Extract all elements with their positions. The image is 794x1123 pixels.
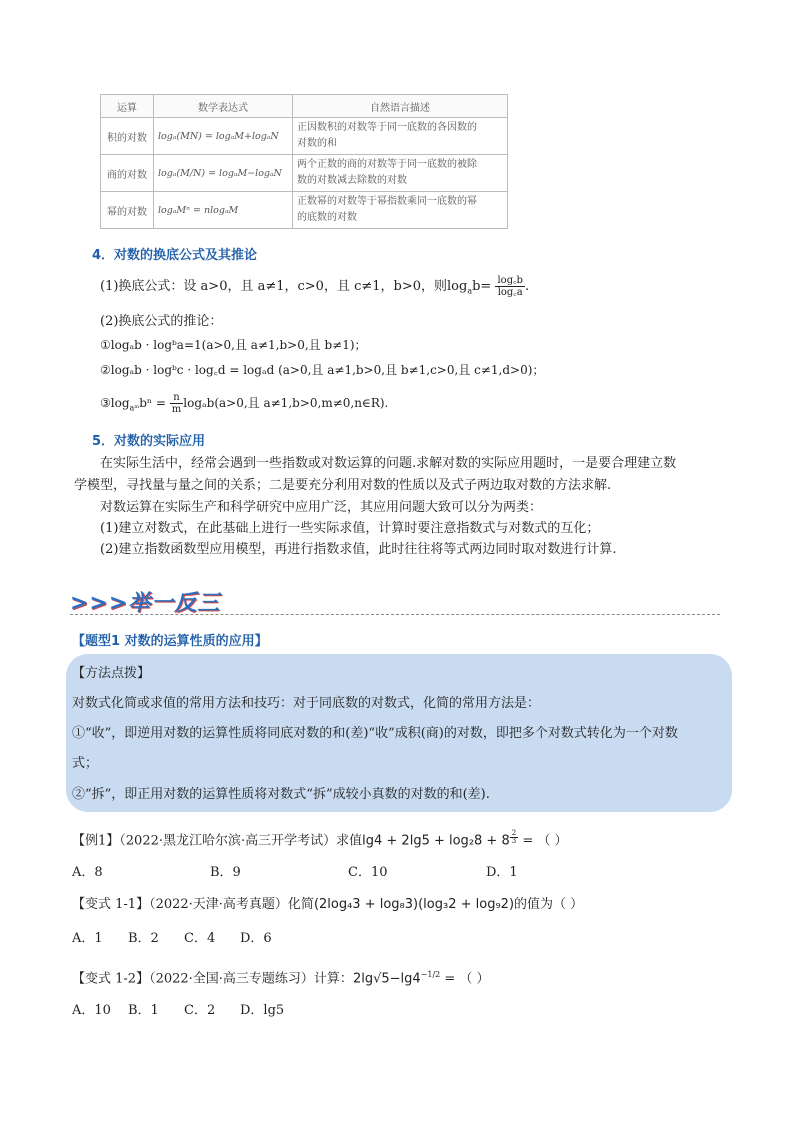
option-b: B．9	[210, 865, 241, 880]
option-a: A．1	[72, 931, 103, 946]
method-line: ②“拆”，即正用对数的运算性质将对数式“拆”成较小真数的对数的和(差).	[72, 787, 490, 802]
method-title: 【方法点拨】	[72, 666, 151, 681]
table-cell: 商的对数	[101, 155, 154, 192]
method-line: ①“收”，即逆用对数的运算性质将同底对数的和(差)“收”成积(商)的对数，即把多个对数式转化为一个对数	[72, 726, 678, 741]
question-type-title: 【题型1 对数的运算性质的应用】	[72, 634, 268, 649]
paragraph-line: 对数运算在实际生产和科学研究中应用广泛，其应用问题大致可以分为两类：	[100, 500, 543, 515]
section-5-title: 5．对数的实际应用	[92, 434, 206, 449]
option-d: D．6	[240, 931, 272, 946]
table-cell: 正因数积的对数等于同一底数的各因数的 对数的和	[293, 118, 508, 155]
option-c: C．2	[184, 1003, 216, 1018]
option-b: B．2	[128, 931, 159, 946]
table-cell: 两个正数的商的对数等于同一底数的被除 数的对数减去除数的对数	[293, 155, 508, 192]
method-line: 对数式化简或求值的常用方法和技巧：对于同底数的对数式，化简的常用方法是：	[72, 696, 541, 711]
variant-1-2-question: 【变式 1-2】（2022·全国·高三专题练习）计算：$2\lg√5-\lg 4^{-1/2}$ = （ ）	[72, 970, 490, 987]
corollary-title: (2)换底公式的推论：	[100, 314, 223, 329]
table-row	[101, 118, 508, 155]
table-cell: 正数幂的对数等于幂指数乘同一底数的幂 的底数的对数	[293, 192, 508, 229]
corollary-3: $③\log_{aᵐ}b^n$ = $\frac{n}{m}$ logₐb(a>0,且 a≠1,b>0,m≠0,n∈R).	[100, 392, 389, 415]
table-cell: logₐMⁿ = nlogₐM	[154, 192, 293, 229]
variant-1-1-question: 【变式 1-1】（2022·天津·高考真题）化简(2log₄3 + log₈3)(log₃2 + log₉2)的值为（ ）	[72, 897, 584, 912]
change-of-base-formula: (1)换底公式：设 a>0，且 a≠1，c>0，且 c≠1，b>0，则$\log_ab=$ $\frac{\log꜀b}{\log꜀a}$ .	[100, 275, 530, 298]
paragraph-line: 学模型，寻找量与量之间的关系；二是要充分利用对数的性质以及式子两边取对数的方法求解.	[74, 478, 612, 493]
example-1-question: 【例1】（2022·黑龙江哈尔滨·高三开学考试）求值lg4 + 2lg5 + log₂8 + 8 $^{\frac{2}{3}}$ = （ ）	[72, 828, 568, 849]
paragraph-line: (1)建立对数式，在此基础上进行一些实际求值，计算时要注意指数式与对数式的互化；	[100, 521, 600, 536]
option-a: A．8	[72, 865, 103, 880]
table-header: 数学表达式	[154, 95, 293, 118]
option-b: B．1	[128, 1003, 159, 1018]
table-row	[101, 192, 508, 229]
table-cell: logₐ(MN) = logₐM+logₐN	[154, 118, 293, 155]
method-line: 式；	[72, 756, 99, 771]
option-c: C．10	[348, 865, 388, 880]
table-cell: 幂的对数	[101, 192, 154, 229]
option-a: A．10	[72, 1003, 111, 1018]
divider	[70, 614, 720, 615]
table-row	[101, 155, 508, 192]
paragraph-line: 在实际生活中，经常会遇到一些指数或对数运算的问题.求解对数的实际应用题时，一是要合理建立数	[100, 456, 677, 471]
banner-title: >>>举一反三	[70, 591, 221, 616]
option-d: D．lg5	[240, 1003, 285, 1018]
option-d: D．1	[486, 865, 518, 880]
table-cell: 积的对数	[101, 118, 154, 155]
table-header: 运算	[101, 95, 154, 118]
option-c: C．4	[184, 931, 216, 946]
paragraph-line: (2)建立指数函数型应用模型，再进行指数求值，此时往往将等式两边同时取对数进行计算.	[100, 542, 617, 557]
log-operations-table	[100, 94, 508, 229]
table-header: 自然语言描述	[293, 95, 508, 118]
section-4-title: 4．对数的换底公式及其推论	[92, 248, 258, 263]
table-cell: logₐ(M/N) = logₐM−logₐN	[154, 155, 293, 192]
corollary-2: ②logₐb · logᵇc · log꜀d = logₐd (a>0,且 a≠1,b>0,且 b≠1,c>0,且 c≠1,d>0)；	[100, 363, 545, 377]
corollary-1: ①logₐb · logᵇa=1(a>0,且 a≠1,b>0,且 b≠1)；	[100, 338, 367, 352]
